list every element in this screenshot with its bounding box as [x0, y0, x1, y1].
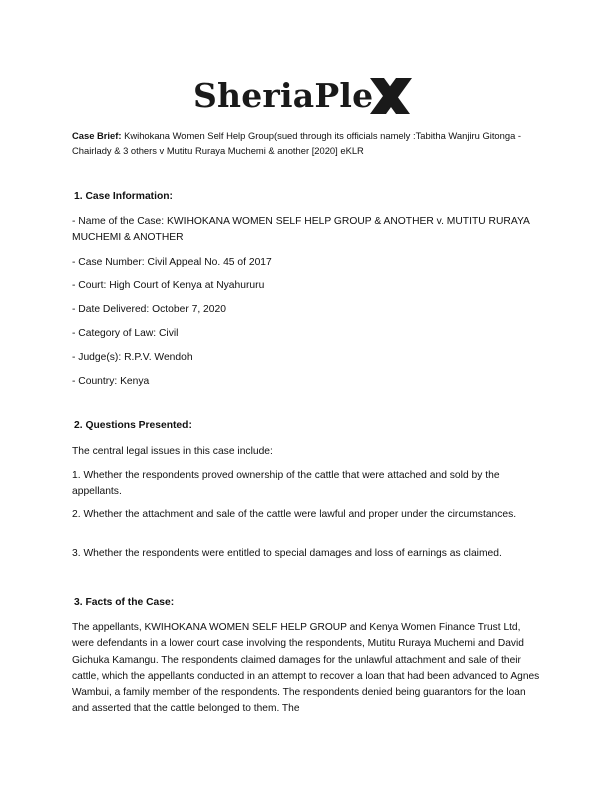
- section-heading-case-information: 1. Case Information:: [74, 191, 173, 202]
- sheriaplex-logo: [0, 72, 612, 120]
- logo-wordmark: SheriaPle: [193, 76, 374, 115]
- x-mark-icon: [366, 76, 414, 116]
- question-3: 3. Whether the respondents were entitled to special damages and loss of earnings as claimed.: [72, 548, 502, 559]
- section-heading-questions-presented: 2. Questions Presented:: [74, 420, 192, 431]
- info-country: - Country: Kenya: [72, 376, 150, 387]
- case-brief-text: Kwihokana Women Self Help Group(sued through its officials namely :Tabitha Wanjiru Gitonga - Chairlady & 3 others v Mutitu Ruraya Muchemi & another [2020] eKLR: [72, 130, 522, 156]
- info-case-name: - Name of the Case: KWIHOKANA WOMEN SELF HELP GROUP & ANOTHER v. MUTITU RURAYA MUCHEMI & ANOTHER: [72, 216, 530, 243]
- info-judges: - Judge(s): R.P.V. Wendoh: [72, 352, 193, 363]
- info-category: - Category of Law: Civil: [72, 328, 179, 339]
- section-heading-facts: 3. Facts of the Case:: [74, 597, 175, 608]
- info-date-delivered: - Date Delivered: October 7, 2020: [72, 304, 226, 315]
- case-brief: [72, 128, 542, 158]
- questions-intro: The central legal issues in this case include:: [72, 446, 273, 457]
- question-1: 1. Whether the respondents proved ownership of the cattle that were attached and sold by the appellants.: [72, 470, 500, 497]
- case-brief-label: Case Brief:: [72, 130, 122, 141]
- facts-paragraph: The appellants, KWIHOKANA WOMEN SELF HELP GROUP and Kenya Women Finance Trust Ltd, were defendants in a lower court case involving the respondents, Mutitu Ruraya Muchemi and David Gichuka Kamangu. The respondents claimed damages for the unlawful attachment and sale of their cattle, which the appellants conducted in an attempt to recover a loan that had been advanced to Agnes Wambui, a family member of the respondents. The respondents denied being guarantors for the loan and asserted that the cattle belonged to them. The: [72, 622, 540, 715]
- question-2: 2. Whether the attachment and sale of the cattle were lawful and proper under the circumstances.: [72, 509, 517, 520]
- info-case-number: - Case Number: Civil Appeal No. 45 of 2017: [72, 257, 272, 268]
- info-court: - Court: High Court of Kenya at Nyahururu: [72, 280, 265, 291]
